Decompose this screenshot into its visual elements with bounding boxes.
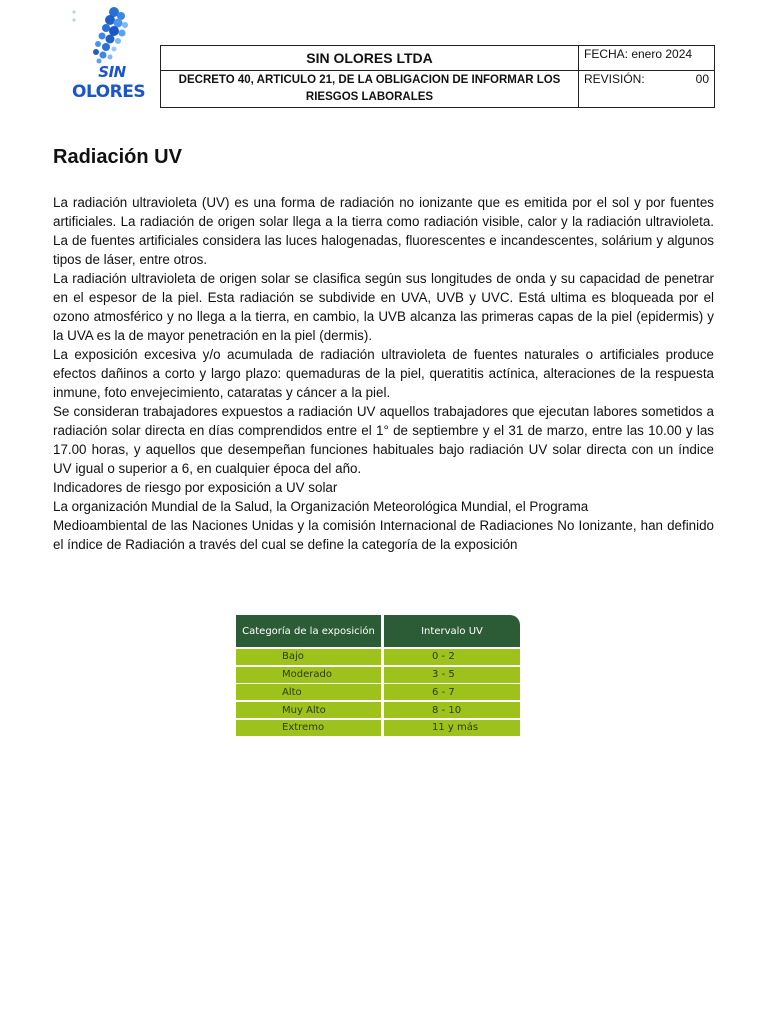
uv-category-cell: Moderado: [236, 667, 381, 683]
revision-label: REVISIÓN:: [584, 72, 645, 86]
uv-interval-cell: 6 - 7: [384, 684, 520, 700]
uv-table-header: [236, 615, 520, 647]
logo-text-line1: SIN: [98, 63, 126, 81]
uv-header-category: Categoría de la exposición: [236, 615, 381, 647]
uv-category-cell: Alto: [236, 684, 381, 700]
revision-value: 00: [695, 72, 709, 86]
uv-interval-cell: 3 - 5: [384, 667, 520, 683]
paragraph: La radiación ultravioleta de origen solar se clasifica según sus longitudes de onda y su capacidad de penetrar en el espesor de la piel. Esta radiación se subdivide en UVA, UVB y UVC. Está ultima es bloqueada por el ozono atmosférico y no llega a la tierra, en cambio, la UVB alcanza las primeras capas de la piel (epidermis) y la UVA es la de mayor penetración en la piel (dermis).: [53, 271, 714, 343]
document-header-table: [160, 45, 715, 108]
paragraph: Se consideran trabajadores expuestos a radiación UV aquellos trabajadores que ejecutan labores sometidos a radiación solar directa en días comprendidos entre el 1° de septiembre y el 31 de marzo, entre las 10.00 y las 17.00 horas, y aquellos que desempeñan funciones habituales bajo radiación UV solar directa con un índice UV igual o superior a 6, en cualquier época del año.: [53, 404, 714, 476]
uv-interval-cell: 8 - 10: [384, 702, 520, 718]
paragraph: La exposición excesiva y/o acumulada de radiación ultravioleta de fuentes naturales o artificiales produce efectos dañinos a corto y largo plazo: quemaduras de la piel, queratitis actínica, alteraciones de la respuesta inmune, foto envejecimiento, cataratas y cáncer a la piel.: [53, 347, 714, 400]
body-text: [53, 193, 714, 554]
paragraph: Indicadores de riesgo por exposición a UV solar: [53, 480, 338, 495]
page-title: Radiación UV: [53, 146, 182, 168]
uv-category-cell: Muy Alto: [236, 702, 381, 718]
company-name: SIN OLORES LTDA: [161, 46, 579, 71]
uv-category-cell: Extremo: [236, 720, 381, 736]
uv-interval-cell: 0 - 2: [384, 649, 520, 665]
logo-text-line2: OLORES: [72, 82, 146, 102]
paragraph: La organización Mundial de la Salud, la Organización Meteorológica Mundial, el Programa: [53, 499, 589, 514]
uv-interval-cell: 11 y más: [384, 720, 520, 736]
uv-category-cell: Bajo: [236, 649, 381, 665]
uv-index-table: [236, 615, 520, 736]
uv-table-row: [236, 702, 520, 718]
uv-table-row: [236, 684, 520, 700]
paragraph: La radiación ultravioleta (UV) es una forma de radiación no ionizante que es emitida por el sol y por fuentes artificiales. La radiación de origen solar llega a la tierra como radiación visible, calor y la radiación ultravioleta. La de fuentes artificiales considera las luces halogenadas, fluorescentes e incandescentes, solárium y algunos tipos de láser, entre otros.: [53, 195, 714, 267]
date-cell: FECHA: enero 2024: [579, 46, 715, 71]
revision-cell: [579, 71, 715, 108]
uv-table-row: [236, 649, 520, 665]
company-logo: [70, 6, 144, 106]
uv-table-row: [236, 720, 520, 736]
document-subject: DECRETO 40, ARTICULO 21, DE LA OBLIGACION DE INFORMAR LOS RIESGOS LABORALES: [161, 71, 579, 108]
uv-table-row: [236, 667, 520, 683]
uv-header-interval: Intervalo UV: [384, 615, 520, 647]
logo-wordmark: [72, 62, 146, 102]
paragraph: Medioambiental de las Naciones Unidas y la comisión Internacional de Radiaciones No Ionizante, han definido el índice de Radiación a través del cual se define la categoría de la exposición: [53, 518, 714, 552]
